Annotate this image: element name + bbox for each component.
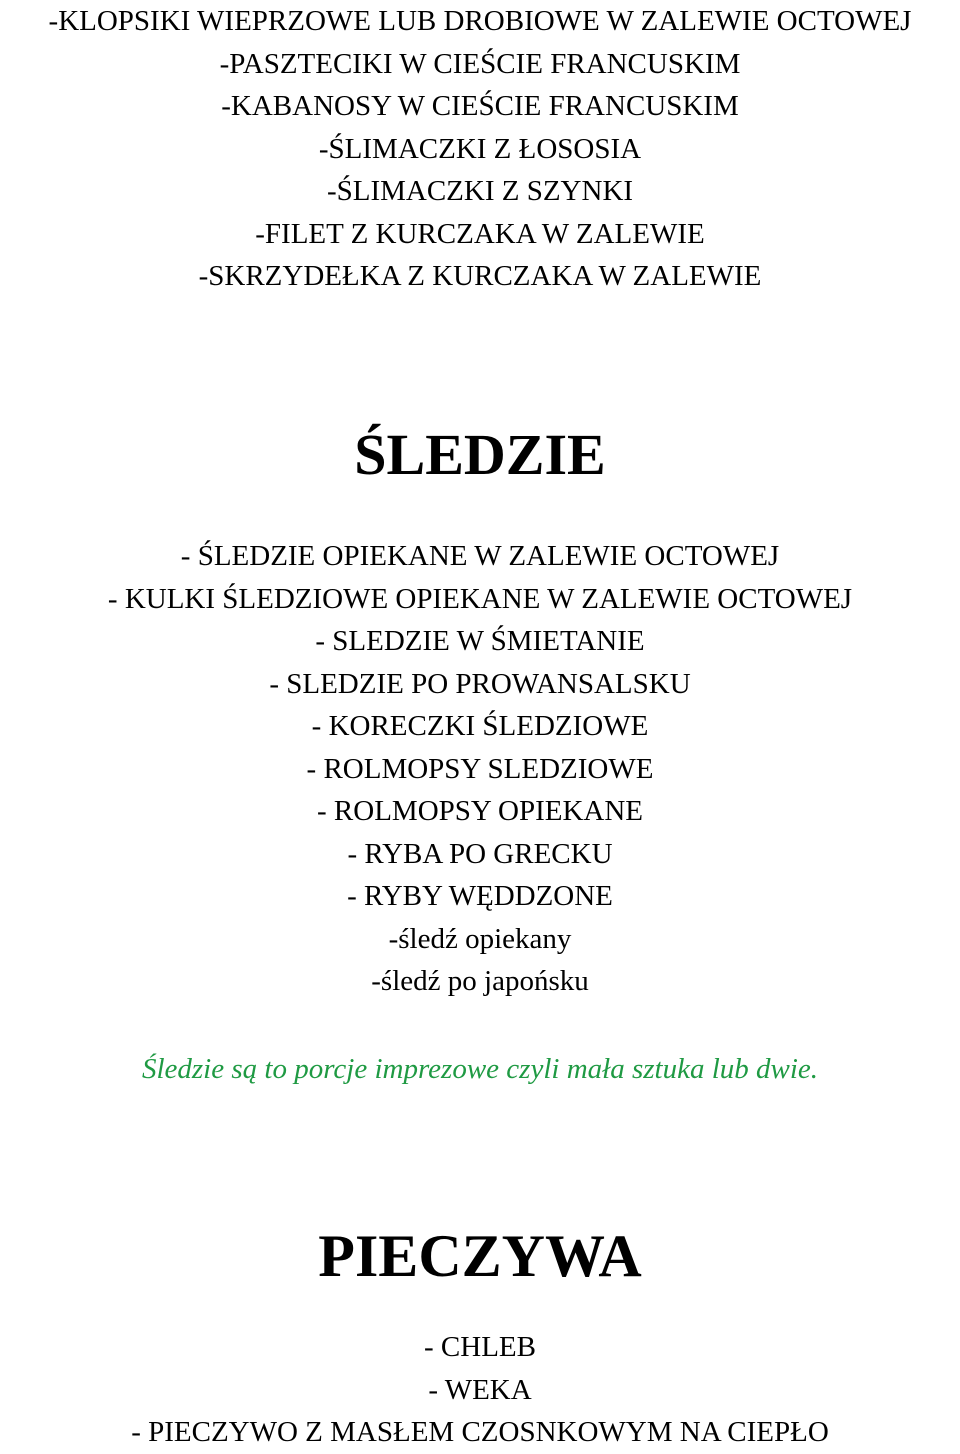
- sledzie-portion-note: Śledzie są to porcje imprezowe czyli mała sztuka lub dwie.: [141, 1053, 819, 1085]
- list-item: - ŚLEDZIE OPIEKANE W ZALEWIE OCTOWEJ: [180, 540, 780, 572]
- pieczywa-list: [0, 1326, 960, 1454]
- appetizers-list: [0, 0, 960, 298]
- sledzie-list: [0, 535, 960, 1003]
- list-item: - KORECZKI ŚLEDZIOWE: [311, 710, 649, 742]
- list-item: -KLOPSIKI WIEPRZOWE LUB DROBIOWE W ZALEWIE OCTOWEJ: [48, 5, 912, 37]
- list-item: - ROLMOPSY SLEDZIOWE: [306, 752, 654, 785]
- list-item: - ROLMOPSY OPIEKANE: [317, 795, 643, 827]
- section-heading-pieczywa: PIECZYWA: [318, 1223, 642, 1289]
- list-item: -PASZTECIKI W CIEŚCIE FRANCUSKIM: [219, 47, 741, 80]
- section-heading-sledzie: ŚLEDZIE: [354, 422, 606, 487]
- list-item: -śledź opiekany: [388, 922, 572, 955]
- list-item: - RYBY WĘDDZONE: [347, 880, 613, 912]
- list-item: - KULKI ŚLEDZIOWE OPIEKANE W ZALEWIE OCTOWEJ: [107, 582, 853, 615]
- list-item: - WEKA: [428, 1373, 532, 1406]
- list-item: -FILET Z KURCZAKA W ZALEWIE: [255, 217, 705, 250]
- list-item: -KABANOSY W CIEŚCIE FRANCUSKIM: [221, 90, 739, 122]
- list-item: - PIECZYWO Z MASŁEM CZOSNKOWYM NA CIEPŁO: [131, 1416, 829, 1448]
- list-item: - RYBA PO GRECKU: [347, 837, 613, 870]
- list-item: - SLEDZIE PO PROWANSALSKU: [269, 667, 691, 700]
- list-item: -śledź po japońsku: [371, 965, 589, 997]
- list-item: -ŚLIMACZKI Z ŁOSOSIA: [318, 132, 642, 165]
- list-item: - CHLEB: [424, 1331, 536, 1363]
- list-item: - SLEDZIE W ŚMIETANIE: [315, 625, 645, 657]
- list-item: -SKRZYDEŁKA Z KURCZAKA W ZALEWIE: [198, 260, 762, 292]
- list-item: -ŚLIMACZKI Z SZYNKI: [326, 175, 634, 207]
